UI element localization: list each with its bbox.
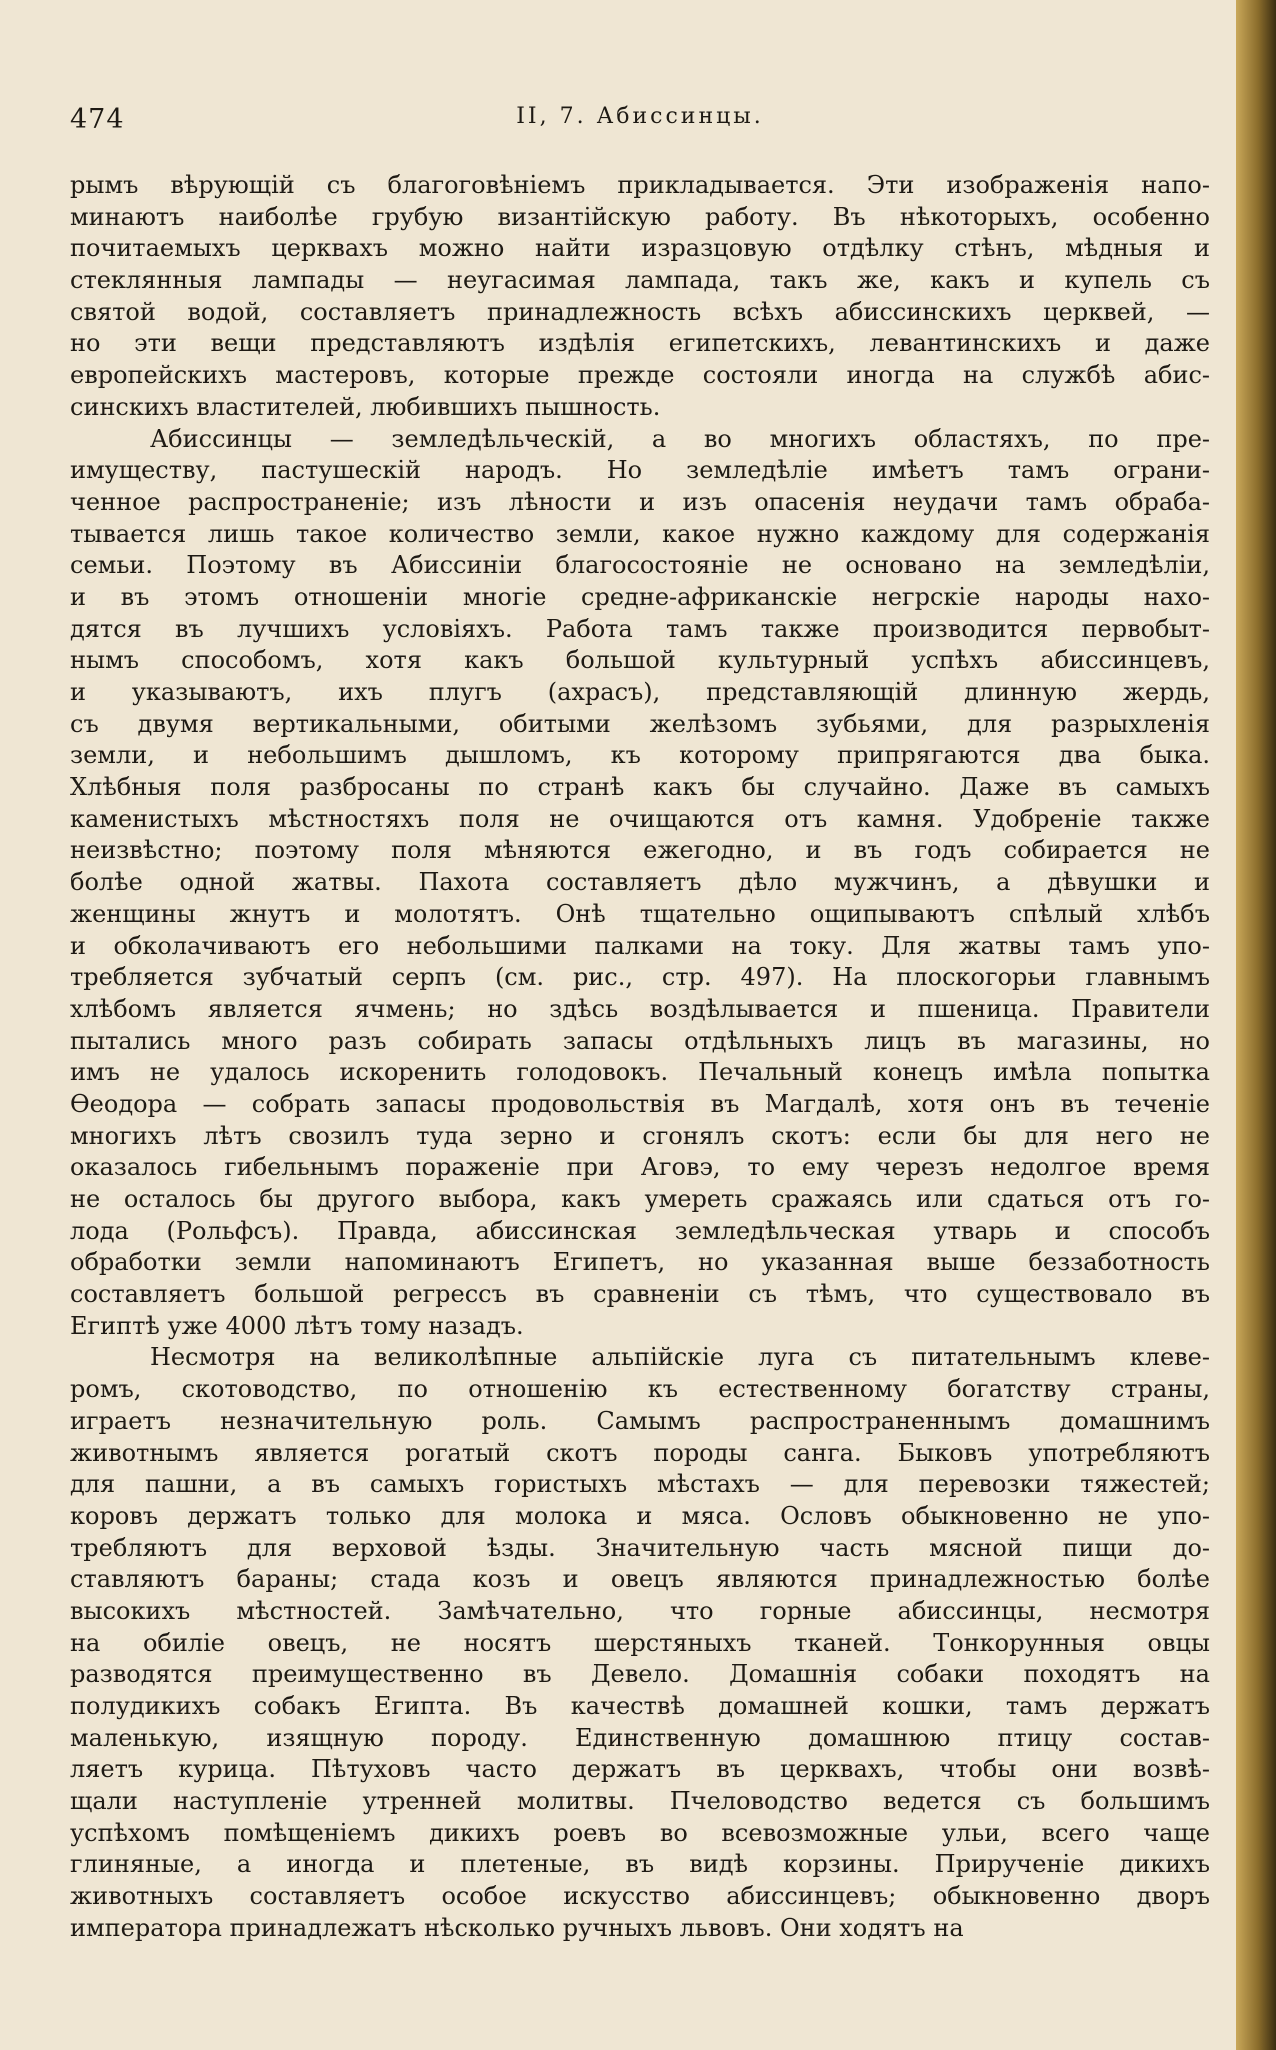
- text-line: и указываютъ, ихъ плугъ (ахрасъ), представляющій длинную жердь,: [70, 678, 1210, 706]
- text-line: и въ этомъ отношеніи многіе средне-африканскіе негрскіе народы нахо-: [70, 582, 1210, 611]
- text-line: Абиссинцы — земледѣльческій, а во многихъ областяхъ, по пре-: [150, 424, 1210, 453]
- page-edge: [1236, 0, 1276, 2050]
- paragraph: [70, 170, 1210, 424]
- text-line: играетъ незначительную роль. Самымъ распространеннымъ домашнимъ: [70, 1406, 1210, 1435]
- text-line: для пашни, а въ самыхъ гористыхъ мѣстахъ — для перевозки тяжестей;: [70, 1470, 1210, 1499]
- body-text: [70, 170, 1210, 1945]
- text-line: минаютъ наиболѣе грубую византійскую работу. Въ нѣкоторыхъ, особенно: [70, 202, 1210, 231]
- text-line: и обколачиваютъ его небольшими палками на току. Для жатвы тамъ упо-: [70, 931, 1210, 960]
- text-line: ставляютъ бараны; стада козъ и овецъ являются принадлежностью болѣе: [70, 1565, 1210, 1594]
- text-line: съ двумя вертикальными, обитыми желѣзомъ зубьями, для разрыхленія: [70, 709, 1210, 738]
- text-line: составляетъ большой регрессъ въ сравненіи съ тѣмъ, что существовало въ: [70, 1280, 1210, 1309]
- text-line: нымъ способомъ, хотя какъ большой культурный успѣхъ абиссинцевъ,: [70, 646, 1210, 675]
- text-line: дятся въ лучшихъ условіяхъ. Работа тамъ также производится первобыт-: [70, 614, 1210, 643]
- paragraph: [70, 424, 1210, 1343]
- text-line: женщины жнутъ и молотятъ. Онѣ тщательно ощипываютъ спѣлый хлѣбъ: [70, 899, 1210, 928]
- text-line: каменистыхъ мѣстностяхъ поля не очищаются отъ камня. Удобреніе также: [70, 804, 1210, 833]
- text-line: почитаемыхъ церквахъ можно найти изразцовую отдѣлку стѣнъ, мѣдныя и: [70, 234, 1210, 263]
- text-line: животнымъ является рогатый скотъ породы санга. Быковъ употребляютъ: [70, 1438, 1210, 1467]
- text-line: имъ не удалось искоренить голодовокъ. Печальный конецъ имѣла попытка: [70, 1058, 1210, 1087]
- text-line: требляется зубчатый серпъ (см. рис., стр. 497). На плоскогорьи главнымъ: [70, 963, 1210, 992]
- text-line: маленькую, изящную породу. Единственную домашнюю птицу состав-: [70, 1723, 1210, 1752]
- text-line: но эти вещи представляютъ издѣлія египетскихъ, левантинскихъ и даже: [70, 329, 1210, 358]
- text-line: на обиліе овецъ, не носятъ шерстяныхъ тканей. Тонкорунныя овцы: [70, 1628, 1210, 1657]
- text-line: лода (Рольфсъ). Правда, абиссинская земледѣльческая утварь и способъ: [70, 1216, 1210, 1245]
- text-line: пытались много разъ собирать запасы отдѣльныхъ лицъ въ магазины, но: [70, 1026, 1210, 1055]
- text-line: императора принадлежатъ нѣсколько ручныхъ львовъ. Они ходятъ на: [70, 1913, 964, 1942]
- text-line: болѣе одной жатвы. Пахота составляетъ дѣло мужчинъ, а дѣвушки и: [70, 868, 1210, 897]
- text-line: многихъ лѣтъ свозилъ туда зерно и сгонялъ скотъ: если бы для него не: [70, 1121, 1210, 1150]
- text-line: семьи. Поэтому въ Абиссиніи благосостояніе не основано на земледѣліи,: [70, 551, 1210, 580]
- text-line: тывается лишь такое количество земли, какое нужно каждому для содержанія: [70, 519, 1210, 548]
- text-line: обработки земли напоминаютъ Египетъ, но указанная выше беззаботность: [70, 1248, 1210, 1277]
- text-line: коровъ держатъ только для молока и мяса. Ословъ обыкновенно не упо-: [70, 1501, 1210, 1530]
- running-head: II, 7. Абиссинцы.: [516, 104, 764, 129]
- text-line: рымъ вѣрующій съ благоговѣніемъ прикладывается. Эти изображенія напо-: [70, 171, 1210, 199]
- paragraph: [70, 1342, 1210, 1944]
- page-header: [70, 104, 1210, 136]
- text-line: глиняные, а иногда и плетеные, въ видѣ корзины. Прирученіе дикихъ: [70, 1850, 1210, 1879]
- text-line: неизвѣстно; поэтому поля мѣняются ежегодно, и въ годъ собирается не: [70, 836, 1210, 865]
- text-line: святой водой, составляетъ принадлежность всѣхъ абиссинскихъ церквей, —: [70, 297, 1210, 326]
- text-line: ляетъ курица. Пѣтуховъ часто держатъ въ церквахъ, чтобы они возвѣ-: [70, 1755, 1210, 1784]
- text-line: Египтѣ уже 4000 лѣтъ тому назадъ.: [70, 1311, 524, 1340]
- text-line: стеклянныя лампады — неугасимая лампада, такъ же, какъ и купель съ: [70, 266, 1210, 295]
- text-line: европейскихъ мастеровъ, которые прежде состояли иногда на службѣ абис-: [70, 361, 1210, 390]
- text-line: Ѳеодора — собрать запасы продовольствія въ Магдалѣ, хотя онъ въ теченіе: [70, 1089, 1210, 1118]
- text-line: хлѣбомъ является ячмень; но здѣсь воздѣлывается и пшеница. Правители: [70, 994, 1210, 1023]
- text-line: Хлѣбныя поля разбросаны по странѣ какъ бы случайно. Даже въ самыхъ: [70, 773, 1210, 802]
- text-line: щали наступленіе утренней молитвы. Пчеловодство ведется съ большимъ: [70, 1787, 1210, 1816]
- text-line: разводятся преимущественно въ Девело. Домашнія собаки походятъ на: [70, 1660, 1210, 1689]
- text-line: синскихъ властителей, любившихъ пышность.: [70, 392, 661, 421]
- text-line: полудикихъ собакъ Египта. Въ качествѣ домашней кошки, тамъ держатъ: [70, 1692, 1210, 1720]
- text-line: успѣхомъ помѣщеніемъ дикихъ роевъ во всевозможные ульи, всего чаще: [70, 1818, 1210, 1847]
- text-line: ромъ, скотоводство, по отношенію къ естественному богатству страны,: [70, 1375, 1210, 1404]
- text-line: не осталось бы другого выбора, какъ умереть сражаясь или сдаться отъ го-: [70, 1185, 1210, 1213]
- text-line: высокихъ мѣстностей. Замѣчательно, что горные абиссинцы, несмотря: [70, 1596, 1210, 1625]
- text-line: животныхъ составляетъ особое искусство абиссинцевъ; обыкновенно дворъ: [70, 1882, 1210, 1911]
- text-line: Несмотря на великолѣпные альпійскіе луга съ питательнымъ клеве-: [150, 1343, 1210, 1372]
- text-line: требляютъ для верховой ѣзды. Значительную часть мясной пищи до-: [70, 1533, 1210, 1562]
- text-line: земли, и небольшимъ дышломъ, къ которому припрягаются два быка.: [70, 741, 1210, 770]
- text-line: ченное распространеніе; изъ лѣности и изъ опасенія неудачи тамъ обраба-: [70, 487, 1210, 516]
- page-number: 474: [70, 104, 125, 135]
- text-line: имуществу, пастушескій народъ. Но земледѣліе имѣетъ тамъ ограни-: [70, 456, 1210, 485]
- text-line: оказалось гибельнымъ пораженіе при Аговэ, то ему черезъ недолгое время: [70, 1153, 1210, 1182]
